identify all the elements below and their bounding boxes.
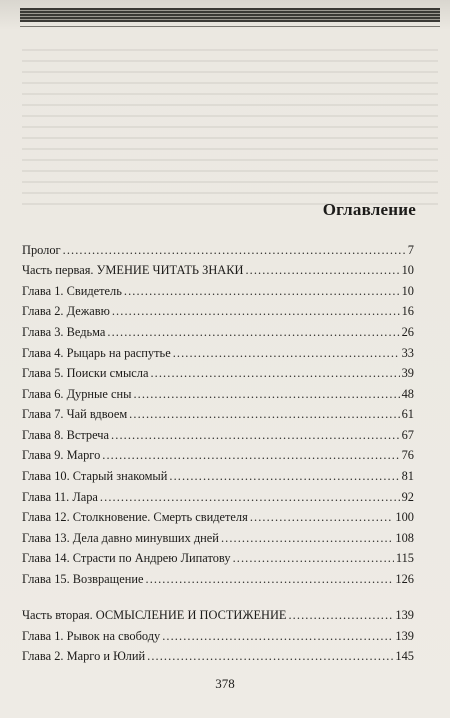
toc-entry[interactable] xyxy=(22,384,414,404)
toc-entry[interactable] xyxy=(22,569,414,589)
toc-entry-page: 126 xyxy=(395,572,414,586)
toc-entry-page: 26 xyxy=(401,325,414,339)
dot-leader xyxy=(288,605,393,625)
toc-entry-title: Глава 6. Дурные сны xyxy=(22,387,132,401)
toc-entry-title: Глава 8. Встреча xyxy=(22,428,110,442)
dot-leader xyxy=(146,569,394,589)
toc-entry-title: Часть вторая. ОСМЫСЛЕНИЕ И ПОСТИЖЕНИЕ xyxy=(22,608,287,622)
toc-entry[interactable] xyxy=(22,646,414,666)
toc-entry-title: Глава 5. Поиски смысла xyxy=(22,366,149,380)
toc-entry-title: Глава 12. Столкновение. Смерть свидетеля xyxy=(22,510,248,524)
toc-entry[interactable] xyxy=(22,240,414,260)
toc-entry-title: Глава 4. Рыцарь на распутье xyxy=(22,346,171,360)
toc-entry[interactable] xyxy=(22,445,414,465)
header-decorative-band xyxy=(20,8,440,22)
toc-entry-page: 61 xyxy=(401,407,414,421)
toc-entry-page: 48 xyxy=(401,387,414,401)
toc-entry[interactable] xyxy=(22,548,414,568)
toc-entry-page: 7 xyxy=(407,243,414,257)
toc-entry[interactable] xyxy=(22,425,414,445)
toc-entry-page: 67 xyxy=(401,428,414,442)
toc-entry-title: Глава 3. Ведьма xyxy=(22,325,106,339)
toc-entry[interactable] xyxy=(22,466,414,486)
toc-entry-page: 10 xyxy=(401,284,414,298)
dot-leader xyxy=(169,466,399,486)
toc-entry-page: 139 xyxy=(395,608,414,622)
toc-entry-title: Глава 2. Марго и Юлий xyxy=(22,649,146,663)
toc-entry-title: Глава 11. Лара xyxy=(22,490,98,504)
toc-entry-title: Глава 1. Свидетель xyxy=(22,284,122,298)
toc-entry-page: 115 xyxy=(395,551,414,565)
toc-entry[interactable] xyxy=(22,404,414,424)
toc-entry-title: Пролог xyxy=(22,243,61,257)
dot-leader xyxy=(63,240,406,260)
toc-entry-page: 108 xyxy=(395,531,414,545)
toc-entry[interactable] xyxy=(22,487,414,507)
toc-entry[interactable] xyxy=(22,281,414,301)
dot-leader xyxy=(221,528,393,548)
toc-entry-page: 39 xyxy=(401,366,414,380)
toc-part-entry[interactable] xyxy=(22,260,414,280)
toc-entry-page: 92 xyxy=(401,490,414,504)
dot-leader xyxy=(100,487,400,507)
toc-entry-title: Глава 13. Дела давно минувших дней xyxy=(22,531,219,545)
dot-leader xyxy=(133,384,399,404)
dot-leader xyxy=(112,301,400,321)
dot-leader xyxy=(173,343,400,363)
toc-entry-title: Глава 7. Чай вдвоем xyxy=(22,407,128,421)
dot-leader xyxy=(250,507,394,527)
toc-entry[interactable] xyxy=(22,528,414,548)
dot-leader xyxy=(245,260,399,280)
dot-leader xyxy=(124,281,400,301)
toc-entry[interactable] xyxy=(22,363,414,383)
toc-entry-page: 10 xyxy=(401,263,414,277)
toc-entry-title: Глава 15. Возвращение xyxy=(22,572,144,586)
toc-entry[interactable] xyxy=(22,626,414,646)
toc-entry[interactable] xyxy=(22,301,414,321)
header-rule xyxy=(20,26,440,27)
dot-leader xyxy=(233,548,394,568)
toc-entry[interactable] xyxy=(22,322,414,342)
page-number: 378 xyxy=(215,676,235,691)
dot-leader xyxy=(107,322,399,342)
toc-entry-page: 139 xyxy=(395,629,414,643)
toc-entry-title: Глава 2. Дежавю xyxy=(22,304,110,318)
toc-entry-title: Глава 10. Старый знакомый xyxy=(22,469,168,483)
dot-leader xyxy=(129,404,399,424)
toc-entry[interactable] xyxy=(22,507,414,527)
dot-leader xyxy=(150,363,399,383)
toc-entry-page: 76 xyxy=(401,448,414,462)
toc-entry-title: Глава 9. Марго xyxy=(22,448,101,462)
toc-entry-page: 100 xyxy=(395,510,414,524)
toc-entry-title: Глава 1. Рывок на свободу xyxy=(22,629,161,643)
toc-part-entry[interactable] xyxy=(22,605,414,625)
dot-leader xyxy=(102,445,399,465)
toc-entry[interactable] xyxy=(22,343,414,363)
toc-entry-page: 16 xyxy=(401,304,414,318)
toc-heading: Оглавление xyxy=(322,200,416,219)
dot-leader xyxy=(162,626,393,646)
toc-entry-title: Глава 14. Страсти по Андрею Липатову xyxy=(22,551,231,565)
toc-entry-title: Часть первая. УМЕНИЕ ЧИТАТЬ ЗНАКИ xyxy=(22,263,244,277)
dot-leader xyxy=(111,425,400,445)
bleed-through-text xyxy=(22,40,438,210)
toc-entry-page: 33 xyxy=(401,346,414,360)
toc-entry-page: 145 xyxy=(395,649,414,663)
toc-entry-page: 81 xyxy=(401,469,414,483)
dot-leader xyxy=(147,646,393,666)
